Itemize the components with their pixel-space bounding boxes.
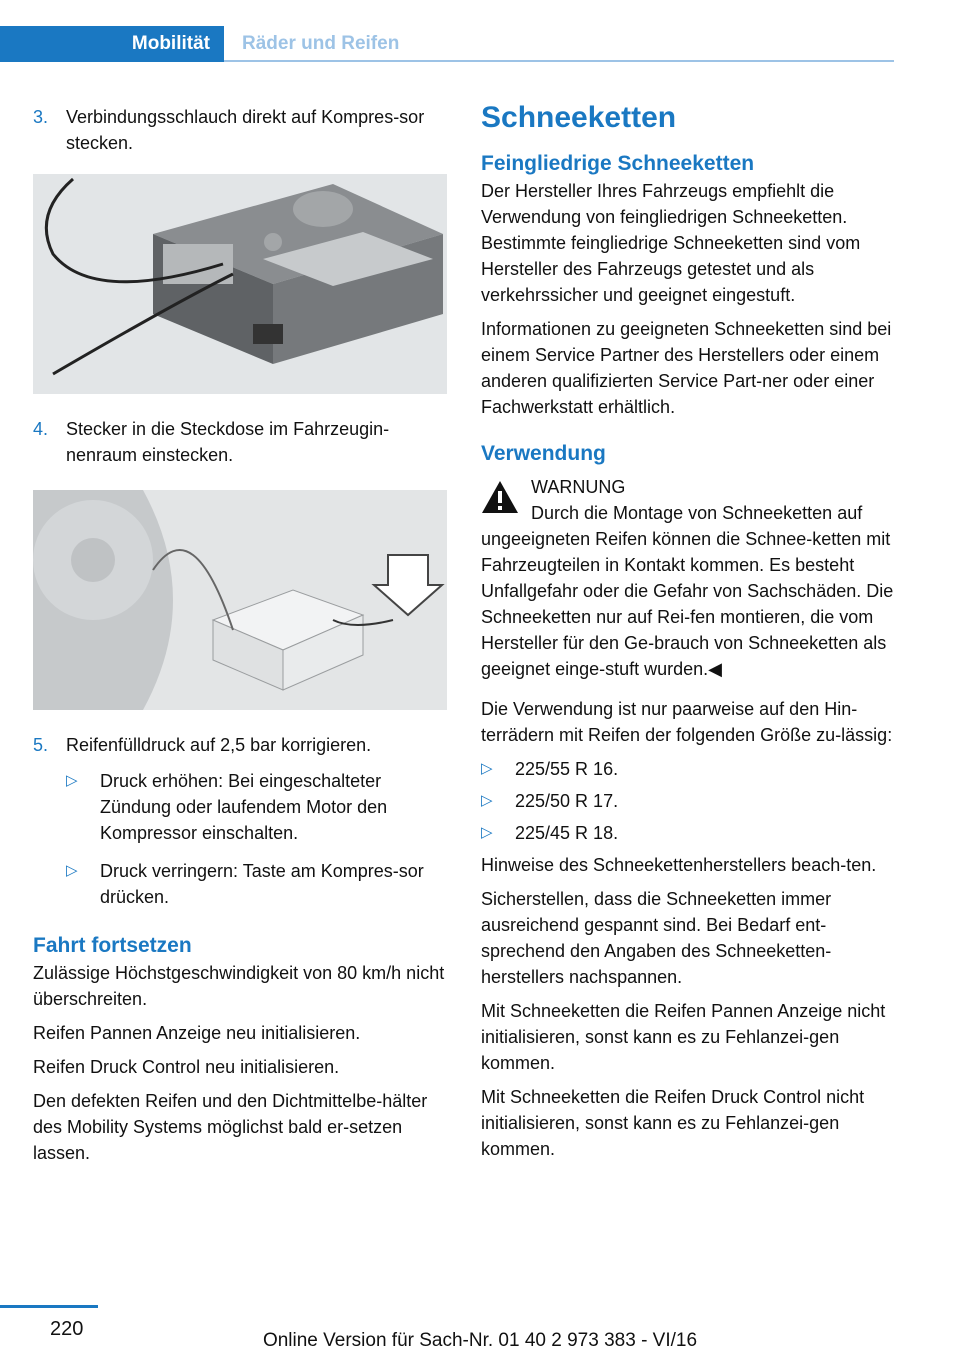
tire-size-list bbox=[481, 756, 895, 846]
step-text: Stecker in die Steckdose im Fahrzeugin-nenraum einstecken. bbox=[66, 419, 390, 465]
paragraph: Reifen Pannen Anzeige neu initialisieren. bbox=[33, 1023, 361, 1043]
list-item bbox=[481, 756, 895, 782]
triangle-bullet-icon: ▷ bbox=[66, 862, 78, 879]
bullet-text: 225/55 R 16. bbox=[515, 759, 619, 779]
compressor-figure bbox=[33, 174, 447, 394]
paragraph: Mit Schneeketten die Reifen Druck Control nicht initialisieren, sonst kann es zu Fehlanzei-gen kommen. bbox=[481, 1087, 865, 1159]
paragraph: Sicherstellen, dass die Schneeketten immer ausreichend gespannt sind. Bei Bedarf ent-sprechend den Angaben des Schneeketten-herstellers nachspannen. bbox=[481, 889, 832, 987]
step-4 bbox=[33, 416, 447, 468]
triangle-bullet-icon: ▷ bbox=[66, 772, 78, 789]
triangle-bullet-icon: ▷ bbox=[481, 824, 493, 841]
paragraph: Reifen Druck Control neu initialisieren. bbox=[33, 1057, 340, 1077]
bullet-text: Druck erhöhen: Bei eingeschalteter Zündung oder laufendem Motor den Kompressor einschalten. bbox=[100, 771, 388, 843]
step-number: 3. bbox=[33, 107, 49, 127]
step-3 bbox=[33, 104, 447, 156]
paragraph: Zulässige Höchstgeschwindigkeit von 80 km/h nicht überschreiten. bbox=[33, 963, 445, 1009]
section-subtitle: Feingliedrige Schneeketten bbox=[481, 152, 755, 175]
page-title: Schneeketten bbox=[481, 101, 677, 134]
socket-figure bbox=[33, 490, 447, 710]
step-number: 5. bbox=[33, 735, 49, 755]
triangle-bullet-icon: ▷ bbox=[481, 760, 493, 777]
paragraph: Der Hersteller Ihres Fahrzeugs empfiehlt die Verwendung von feingliedrigen Schneeketten. Bestimmte feingliedrige Schneeketten sind vom Hersteller des Fahrzeugs getestet und als verkehrssicher und geeignet eingestuft. bbox=[481, 181, 861, 305]
step-number: 4. bbox=[33, 419, 49, 439]
step-text: Reifenfülldruck auf 2,5 bar korrigieren. bbox=[66, 735, 372, 755]
bullet-text: 225/50 R 17. bbox=[515, 791, 619, 811]
footer-version-text: Online Version für Sach-Nr. 01 40 2 973 383 - VI/16 bbox=[262, 1330, 698, 1351]
warning-triangle-icon bbox=[481, 480, 519, 514]
header-tab-raeder-reifen[interactable]: Räder und Reifen bbox=[242, 33, 400, 54]
paragraph: Hinweise des Schneekettenherstellers beach-ten. bbox=[481, 855, 877, 875]
paragraph: Den defekten Reifen und den Dichtmittelbe-hälter des Mobility Systems möglichst bald er-setzen lassen. bbox=[33, 1091, 428, 1163]
list-item bbox=[481, 820, 895, 846]
list-item bbox=[481, 788, 895, 814]
list-item bbox=[66, 768, 447, 846]
warning-body: Durch die Montage von Schneeketten auf ungeeigneten Reifen können die Schnee-ketten mit Fahrzeugteilen in Kontakt kommen. Es besteht Unfallgefahr oder die Gefahr von Sachschäden. Die Schneeketten nur auf Rei-fen montieren, die vom Hersteller für den Ge-brauch von Schneeketten als geeignet einge-stuft wurden.◀ bbox=[481, 503, 894, 679]
list-item bbox=[66, 858, 447, 910]
header-tab-mobilitaet[interactable]: Mobilität bbox=[0, 26, 224, 62]
footer-rule bbox=[0, 1305, 98, 1308]
left-column bbox=[33, 104, 447, 1174]
paragraph: Mit Schneeketten die Reifen Pannen Anzeige nicht initialisieren, sonst kann es zu Fehlanzei-gen kommen. bbox=[481, 1001, 886, 1073]
triangle-bullet-icon: ▷ bbox=[481, 792, 493, 809]
page-number: 220 bbox=[50, 1318, 84, 1340]
section-heading: Fahrt fortsetzen bbox=[33, 934, 192, 957]
paragraph: Informationen zu geeigneten Schneeketten sind bei einem Service Partner des Herstellers oder einem anderen qualifizierten Service Part-ner oder einer Fachwerkstatt erhältlich. bbox=[481, 319, 892, 417]
paragraph: Die Verwendung ist nur paarweise auf den Hin-terrädern mit Reifen der folgenden Größe zu-lässig: bbox=[481, 699, 893, 745]
step-5 bbox=[33, 732, 447, 758]
pressure-bullet-list bbox=[33, 768, 447, 910]
warning-label: WARNUNG bbox=[531, 477, 626, 497]
section-heading: Verwendung bbox=[481, 442, 606, 465]
warning-text bbox=[481, 500, 895, 682]
warning-box bbox=[481, 474, 895, 500]
right-column bbox=[481, 100, 895, 1170]
bullet-text: 225/45 R 18. bbox=[515, 823, 619, 843]
bullet-text: Druck verringern: Taste am Kompres-sor drücken. bbox=[100, 861, 424, 907]
step-text: Verbindungsschlauch direkt auf Kompres-sor stecken. bbox=[66, 107, 425, 153]
